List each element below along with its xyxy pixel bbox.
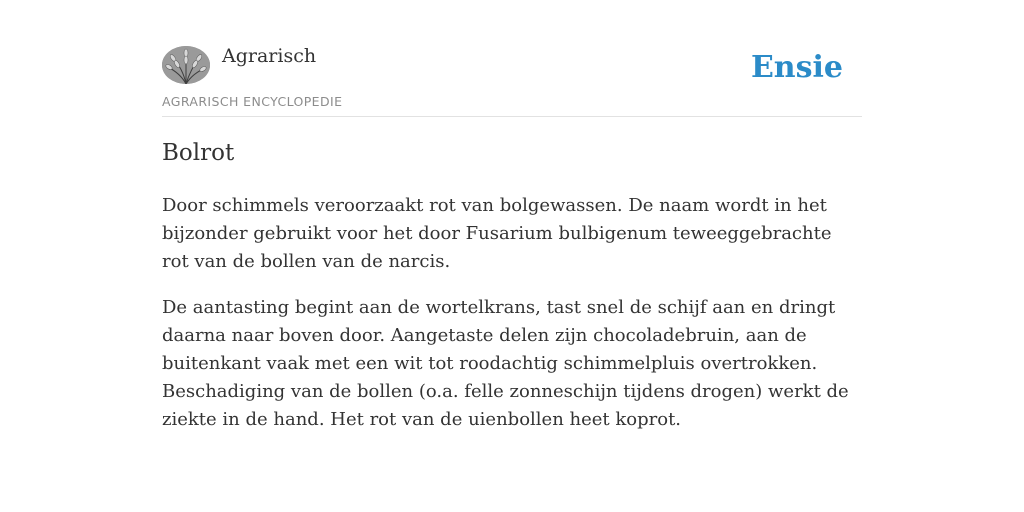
- article-header: [162, 0, 862, 117]
- article-paragraph: Door schimmels veroorzaakt rot van bolgewassen. De naam wordt in het bijzonder gebruikt voor het door Fusarium bulbigenum teweeggebrachte rot van de bollen van de narcis.: [162, 195, 832, 272]
- source-subtitle: AGRARISCH ENCYCLOPEDIE: [162, 94, 343, 109]
- article-card: [162, 0, 862, 512]
- article-title: Bolrot: [162, 140, 235, 166]
- article-body: [162, 192, 862, 452]
- wheat-engraving-icon[interactable]: [162, 46, 210, 84]
- source-name-link[interactable]: Agrarisch: [222, 45, 317, 67]
- article-paragraph: De aantasting begint aan de wortelkrans, tast snel de schijf aan en dringt daarna naar boven door. Aangetaste delen zijn chocoladebruin, aan de buitenkant vaak met een wit tot roodachtig schimmelpluis overtrokken. Beschadiging van de bollen (o.a. felle zonneschijn tijdens drogen) werkt de ziekte in de hand. Het rot van de uienbollen heet koprot.: [162, 297, 849, 430]
- ensie-logo-link[interactable]: Ensie: [750, 50, 843, 85]
